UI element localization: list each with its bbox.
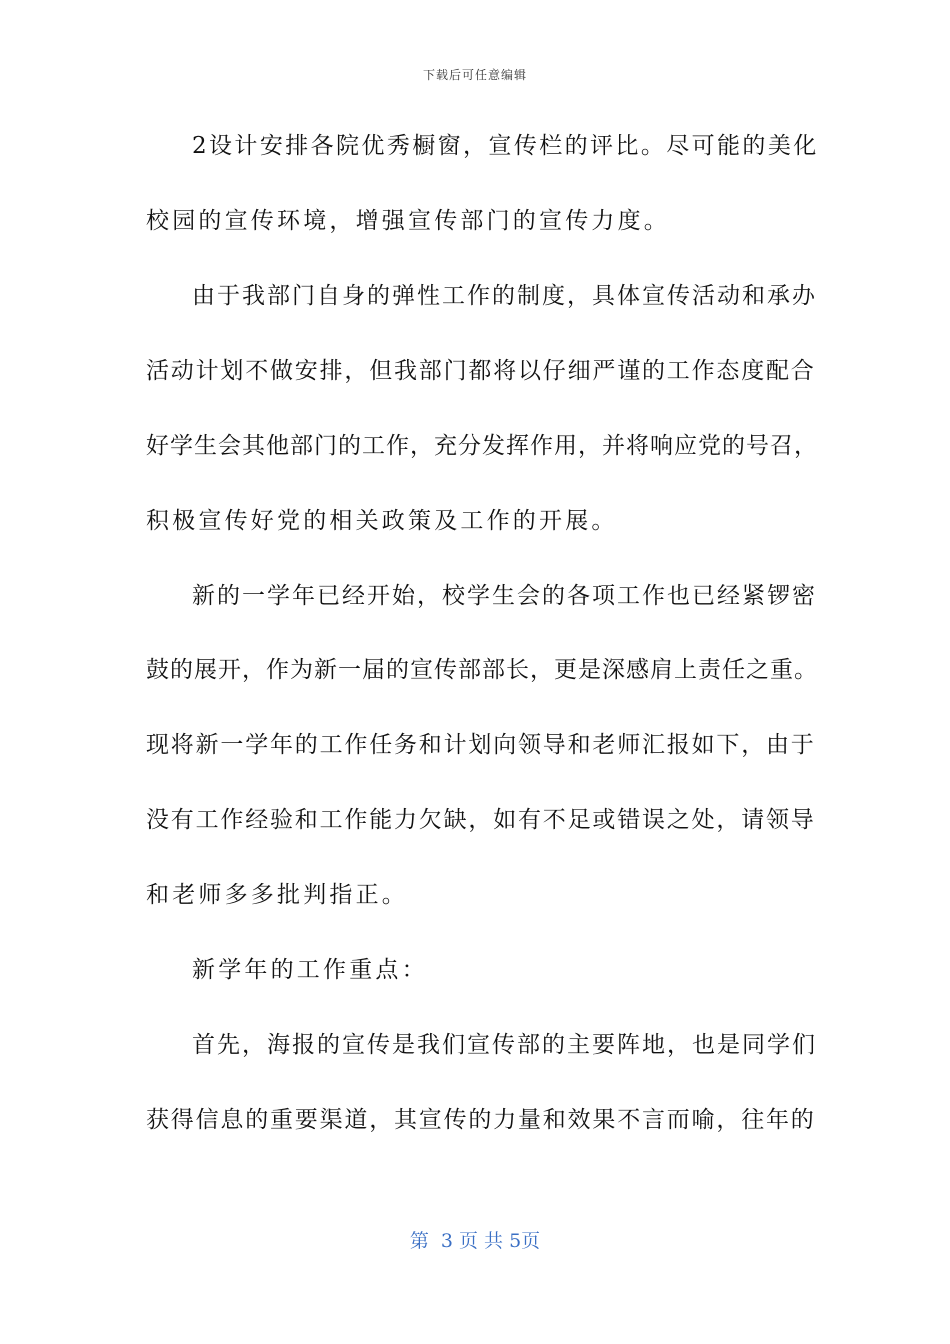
paragraph-line: 校园的宣传环境，增强宣传部门的宣传力度。: [146, 208, 670, 234]
paragraph-line: 鼓的展开，作为新一届的宣传部部长，更是深感肩上责任之重。: [146, 657, 818, 683]
paragraph-line: 获得信息的重要渠道，其宣传的力量和效果不言而喻，往年的: [146, 1107, 816, 1133]
paragraph-line: 好学生会其他部门的工作，充分发挥作用，并将响应党的号召，: [146, 433, 818, 459]
paragraph-line: 和老师多多批判指正。: [146, 882, 408, 908]
paragraph-line: 没有工作经验和工作能力欠缺，如有不足或错误之处，请领导: [146, 807, 816, 833]
section-heading: 新学年的工作重点：: [192, 957, 428, 983]
header-note: 下载后可任意编辑: [422, 68, 527, 82]
paragraph-line: 由于我部门自身的弹性工作的制度，具体宣传活动和承办: [192, 283, 817, 309]
paragraph-line: 活动计划不做安排，但我部门都将以仔细严谨的工作态度配合: [146, 358, 816, 384]
paragraph-line: 积极宣传好党的相关政策及工作的开展。: [146, 508, 618, 534]
page-number: 第 3 页 共 5页: [409, 1230, 541, 1252]
paragraph-line: 现将新一学年的工作任务和计划向领导和老师汇报如下，由于: [146, 732, 816, 758]
paragraph-line: 2设计安排各院优秀橱窗，宣传栏的评比。尽可能的美化: [192, 133, 819, 159]
paragraph-line: 新的一学年已经开始，校学生会的各项工作也已经紧锣密: [192, 583, 817, 609]
paragraph-line: 首先，海报的宣传是我们宣传部的主要阵地，也是同学们: [192, 1032, 817, 1058]
